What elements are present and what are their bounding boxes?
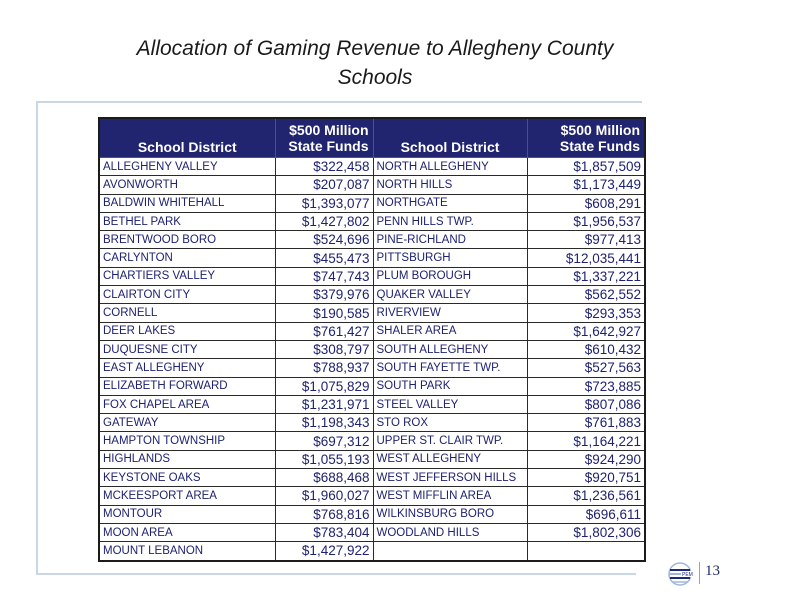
left-funds-amount: $761,427 xyxy=(275,322,373,340)
left-funds-amount: $688,468 xyxy=(275,469,373,487)
right-school-name: WILKINSBURG BORO xyxy=(373,505,527,523)
table-row xyxy=(99,194,645,212)
right-school-name: SHALER AREA xyxy=(373,322,527,340)
right-school-name: SOUTH ALLEGHENY xyxy=(373,340,527,358)
left-funds-amount: $788,937 xyxy=(275,359,373,377)
table-row xyxy=(99,158,645,176)
table-row xyxy=(99,176,645,194)
right-funds-amount: $1,164,221 xyxy=(527,432,645,450)
right-funds-amount: $761,883 xyxy=(527,414,645,432)
frame-top-line xyxy=(36,101,642,103)
left-funds-amount: $768,816 xyxy=(275,505,373,523)
table-row xyxy=(99,432,645,450)
left-school-name: MCKEESPORT AREA xyxy=(99,487,275,505)
left-funds-amount: $1,427,802 xyxy=(275,212,373,230)
left-funds-amount: $1,427,922 xyxy=(275,542,373,561)
left-school-name: FOX CHAPEL AREA xyxy=(99,395,275,413)
right-funds-amount: $562,552 xyxy=(527,286,645,304)
right-funds-amount: $696,611 xyxy=(527,505,645,523)
right-school-name: WEST JEFFERSON HILLS xyxy=(373,469,527,487)
right-funds-amount: $610,432 xyxy=(527,340,645,358)
left-funds-amount: $207,087 xyxy=(275,176,373,194)
table-row xyxy=(99,487,645,505)
right-funds-amount: $527,563 xyxy=(527,359,645,377)
left-school-name: CARLYNTON xyxy=(99,249,275,267)
left-school-name: HIGHLANDS xyxy=(99,450,275,468)
header-school-district-left: School District xyxy=(99,118,275,158)
left-funds-amount: $322,458 xyxy=(275,158,373,176)
right-funds-amount: $723,885 xyxy=(527,377,645,395)
left-funds-amount: $524,696 xyxy=(275,231,373,249)
right-school-name: NORTH HILLS xyxy=(373,176,527,194)
left-school-name: BRENTWOOD BORO xyxy=(99,231,275,249)
left-funds-amount: $1,231,971 xyxy=(275,395,373,413)
right-school-name: UPPER ST. CLAIR TWP. xyxy=(373,432,527,450)
right-school-name: PLUM BOROUGH xyxy=(373,267,527,285)
left-funds-amount: $379,976 xyxy=(275,286,373,304)
table-row xyxy=(99,505,645,523)
table-row xyxy=(99,377,645,395)
left-school-name: DUQUESNE CITY xyxy=(99,340,275,358)
table-row xyxy=(99,212,645,230)
right-funds-amount: $1,802,306 xyxy=(527,523,645,541)
left-school-name: CORNELL xyxy=(99,304,275,322)
page-number-divider xyxy=(699,562,700,584)
left-school-name: MOUNT LEBANON xyxy=(99,542,275,561)
right-school-name: PENN HILLS TWP. xyxy=(373,212,527,230)
table-row xyxy=(99,523,645,541)
table-row xyxy=(99,286,645,304)
table-body xyxy=(99,158,645,561)
right-school-name: NORTH ALLEGHENY xyxy=(373,158,527,176)
slide-title: Allocation of Gaming Revenue to Allegheny County Schools xyxy=(136,37,614,89)
table-row xyxy=(99,395,645,413)
table-row xyxy=(99,450,645,468)
left-funds-amount: $1,075,829 xyxy=(275,377,373,395)
left-school-name: EAST ALLEGHENY xyxy=(99,359,275,377)
right-school-name: STO ROX xyxy=(373,414,527,432)
header-funds-right: $500 Million State Funds xyxy=(527,118,645,158)
table-row xyxy=(99,267,645,285)
right-funds-amount: $807,086 xyxy=(527,395,645,413)
left-funds-amount: $308,797 xyxy=(275,340,373,358)
table-header-row xyxy=(99,118,645,158)
right-funds-amount: $924,290 xyxy=(527,450,645,468)
right-school-name: WEST ALLEGHENY xyxy=(373,450,527,468)
right-school-name xyxy=(373,542,527,561)
right-funds-amount: $1,857,509 xyxy=(527,158,645,176)
left-funds-amount: $190,585 xyxy=(275,304,373,322)
right-funds-amount: $1,173,449 xyxy=(527,176,645,194)
right-school-name: WEST MIFFLIN AREA xyxy=(373,487,527,505)
left-school-name: ALLEGHENY VALLEY xyxy=(99,158,275,176)
right-funds-amount: $293,353 xyxy=(527,304,645,322)
left-school-name: ELIZABETH FORWARD xyxy=(99,377,275,395)
frame-bottom-line xyxy=(36,573,636,575)
right-school-name: PINE-RICHLAND xyxy=(373,231,527,249)
right-funds-amount: $977,413 xyxy=(527,231,645,249)
left-school-name: KEYSTONE OAKS xyxy=(99,469,275,487)
left-funds-amount: $1,960,027 xyxy=(275,487,373,505)
left-school-name: MOON AREA xyxy=(99,523,275,541)
right-school-name: STEEL VALLEY xyxy=(373,395,527,413)
left-funds-amount: $697,312 xyxy=(275,432,373,450)
left-school-name: HAMPTON TOWNSHIP xyxy=(99,432,275,450)
page-number: 13 xyxy=(705,563,720,579)
right-funds-amount: $1,337,221 xyxy=(527,267,645,285)
left-funds-amount: $1,198,343 xyxy=(275,414,373,432)
logo-text: PEM xyxy=(682,572,693,578)
allocation-table xyxy=(98,117,646,562)
right-funds-amount: $608,291 xyxy=(527,194,645,212)
right-funds-amount: $1,956,537 xyxy=(527,212,645,230)
table-row xyxy=(99,231,645,249)
right-funds-amount: $1,642,927 xyxy=(527,322,645,340)
left-funds-amount: $747,743 xyxy=(275,267,373,285)
header-funds-left: $500 Million State Funds xyxy=(275,118,373,158)
table-row xyxy=(99,304,645,322)
right-funds-amount: $12,035,441 xyxy=(527,249,645,267)
right-school-name: NORTHGATE xyxy=(373,194,527,212)
right-school-name: RIVERVIEW xyxy=(373,304,527,322)
table-row xyxy=(99,359,645,377)
header-school-district-right: School District xyxy=(373,118,527,158)
left-school-name: AVONWORTH xyxy=(99,176,275,194)
left-school-name: BETHEL PARK xyxy=(99,212,275,230)
left-funds-amount: $455,473 xyxy=(275,249,373,267)
right-school-name: QUAKER VALLEY xyxy=(373,286,527,304)
right-funds-amount xyxy=(527,542,645,561)
table-row xyxy=(99,542,645,561)
table-row xyxy=(99,469,645,487)
left-funds-amount: $1,055,193 xyxy=(275,450,373,468)
left-school-name: BALDWIN WHITEHALL xyxy=(99,194,275,212)
frame-left-line xyxy=(36,101,38,575)
table-row xyxy=(99,414,645,432)
left-funds-amount: $783,404 xyxy=(275,523,373,541)
left-school-name: MONTOUR xyxy=(99,505,275,523)
right-funds-amount: $1,236,561 xyxy=(527,487,645,505)
left-school-name: CLAIRTON CITY xyxy=(99,286,275,304)
table-row xyxy=(99,322,645,340)
table-row xyxy=(99,340,645,358)
right-school-name: WOODLAND HILLS xyxy=(373,523,527,541)
table-row xyxy=(99,249,645,267)
right-funds-amount: $920,751 xyxy=(527,469,645,487)
right-school-name: SOUTH PARK xyxy=(373,377,527,395)
left-school-name: CHARTIERS VALLEY xyxy=(99,267,275,285)
left-school-name: GATEWAY xyxy=(99,414,275,432)
left-funds-amount: $1,393,077 xyxy=(275,194,373,212)
left-school-name: DEER LAKES xyxy=(99,322,275,340)
right-school-name: PITTSBURGH xyxy=(373,249,527,267)
right-school-name: SOUTH FAYETTE TWP. xyxy=(373,359,527,377)
globe-logo-icon xyxy=(668,561,696,587)
